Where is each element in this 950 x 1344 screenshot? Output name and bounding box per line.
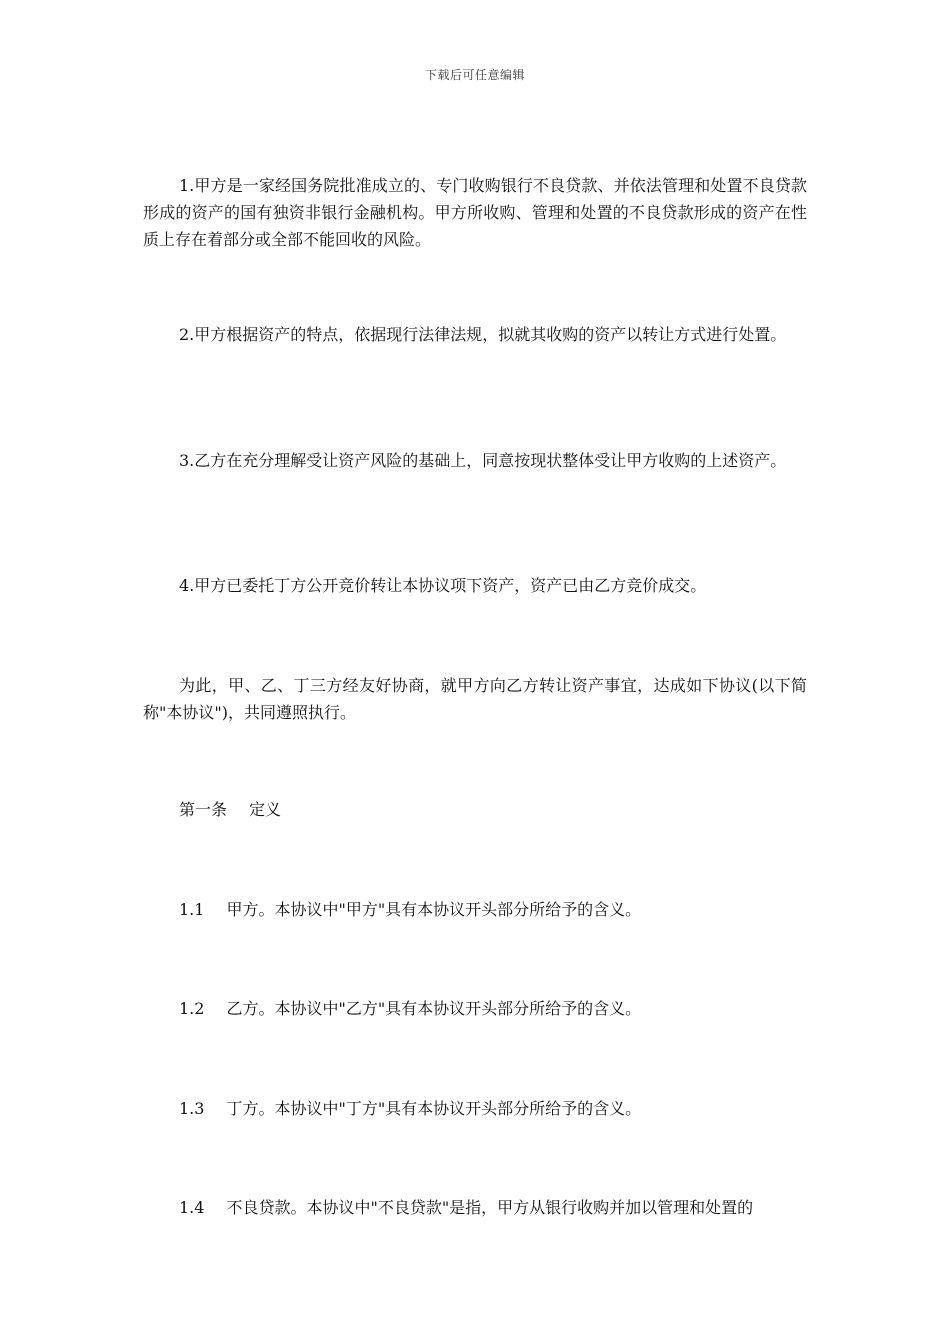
article-heading xyxy=(179,796,807,823)
definition-text: 甲方。本协议中"甲方"具有本协议开头部分所给予的含义。 xyxy=(226,900,642,919)
article-title: 定义 xyxy=(249,800,282,819)
definition-number: 1.4 xyxy=(179,1198,205,1217)
definition-number: 1.2 xyxy=(179,999,205,1018)
paragraph-5: 为此，甲、乙、丁三方经友好协商，就甲方向乙方转让资产事宜，达成如下协议(以下简称"本协议")，共同遵照执行。 xyxy=(143,676,807,722)
definition-1-3 xyxy=(179,1095,807,1122)
paragraph-4: 4.甲方已委托丁方公开竞价转让本协议项下资产，资产已由乙方竞价成交。 xyxy=(179,576,707,595)
definition-text: 丁方。本协议中"丁方"具有本协议开头部分所给予的含义。 xyxy=(226,1099,642,1118)
definition-1-4 xyxy=(179,1194,807,1221)
definition-text: 乙方。本协议中"乙方"具有本协议开头部分所给予的含义。 xyxy=(226,999,642,1018)
definition-text: 不良贷款。本协议中"不良贷款"是指，甲方从银行收购并加以管理和处置的 xyxy=(226,1198,754,1217)
definition-number: 1.1 xyxy=(179,900,205,919)
article-number: 第一条 xyxy=(179,800,228,819)
paragraph-1: 1.甲方是一家经国务院批准成立的、专门收购银行不良贷款、并依法管理和处置不良贷款形成的资产的国有独资非银行金融机构。甲方所收购、管理和处置的不良贷款形成的资产在性质上存在着部分或全部不能回收的风险。 xyxy=(143,176,807,249)
definition-1-2 xyxy=(179,995,807,1022)
paragraph-2: 2.甲方根据资产的特点，依据现行法律法规，拟就其收购的资产以转让方式进行处置。 xyxy=(179,325,787,344)
paragraph-3: 3.乙方在充分理解受让资产风险的基础上，同意按现状整体受让甲方收购的上述资产。 xyxy=(179,451,787,470)
definition-1-1 xyxy=(179,896,807,923)
header-note: 下载后可任意编辑 xyxy=(424,68,525,82)
definition-number: 1.3 xyxy=(179,1099,205,1118)
